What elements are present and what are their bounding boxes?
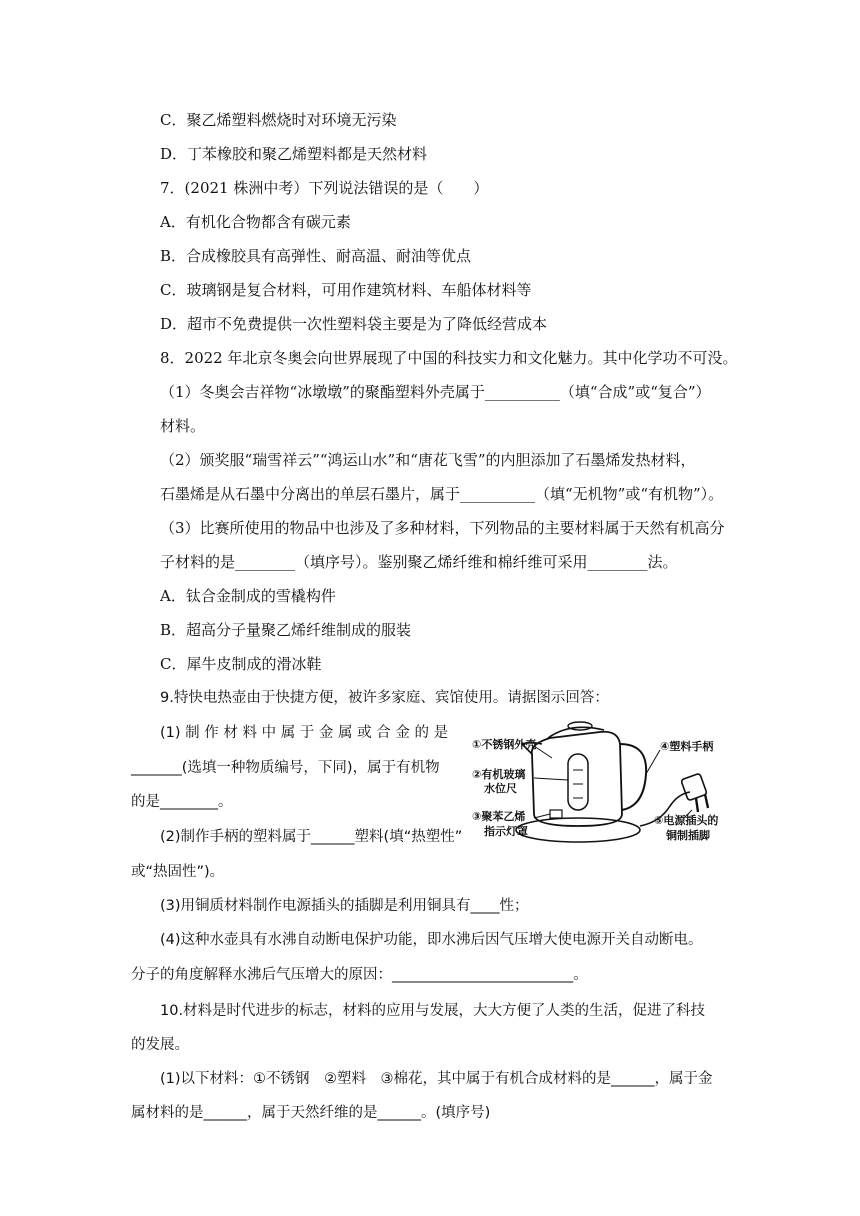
q8-part1-line1: （1）冬奥会吉祥物“冰墩墩”的聚酯塑料外壳属于__________（填“合成”或“复合”）: [160, 383, 711, 401]
q9-stem: 9.特快电热壶由于快捷方便，被许多家庭、宾馆使用。请据图示回答：: [160, 690, 609, 706]
label-plug-pins-2: 铜制插脚: [666, 829, 710, 842]
q8-part2-line2: 石墨烯是从石墨中分离出的单层石墨片，属于__________（填“无机物”或“有机物”）。: [160, 485, 724, 503]
label-glass-gauge-2: 水位尺: [484, 782, 517, 795]
q7-option-b: B．合成橡胶具有高弹性、耐高温、耐油等优点: [160, 247, 472, 265]
q8-option-b: B．超高分子量聚乙烯纤维制成的服装: [160, 621, 412, 639]
q9-part1-line3: 的是________。: [131, 794, 233, 810]
label-polystyrene-2: 指示灯罩: [484, 825, 528, 838]
q8-part3-line2: 子材料的是________（填序号）。鉴别聚乙烯纤维和棉纤维可采用________法。: [160, 553, 678, 571]
label-polystyrene: ③聚苯乙烯: [472, 810, 526, 823]
label-plug-pins: ⑤电源插头的: [654, 814, 719, 827]
q9-part3: (3)用铜质材料制作电源插头的插脚是利用铜具有____性；: [160, 898, 529, 914]
lid-knob: [568, 722, 592, 730]
q6-option-d: D．丁苯橡胶和聚乙烯塑料都是天然材料: [160, 145, 428, 163]
q9-part4-line2: 分子的角度解释水沸后气压增大的原因：_________________________。: [131, 967, 588, 983]
electric-kettle-diagram: [470, 714, 740, 852]
q10-part1-line2: 属材料的是______，属于天然纤维的是______。(填序号): [131, 1105, 491, 1121]
label-glass-gauge: ②有机玻璃: [472, 768, 526, 781]
kettle-base: [516, 818, 640, 842]
q9-part2-line2: 或“热固性”)。: [131, 864, 225, 880]
q7-stem: 7．(2021 株洲中考）下列说法错误的是（ ）: [160, 179, 489, 197]
water-gauge: [568, 754, 588, 810]
plug-pin: [705, 794, 708, 808]
plug-pin: [696, 798, 698, 812]
q8-stem: 8．2022 年北京冬奥会向世界展现了中国的科技实力和文化魅力。其中化学功不可没。: [160, 349, 738, 367]
power-plug: [681, 773, 707, 801]
indicator-light: [550, 810, 562, 818]
q7-option-d: D．超市不免费提供一次性塑料袋主要是为了降低经营成本: [160, 315, 548, 333]
q8-part3-line1: （3）比赛所使用的物品中也涉及了多种材料，下列物品的主要材料属于天然有机高分: [160, 519, 725, 537]
q10-stem-line2: 的发展。: [131, 1037, 189, 1053]
q9-part2-line1: (2)制作手柄的塑料属于______塑料(填“热塑性”: [160, 829, 463, 845]
q8-part2-line1: （2）颁奖服“瑞雪祥云”“鸿运山水”和“唐花飞雪”的内胆添加了石墨烯发热材料，: [160, 451, 696, 469]
q10-stem-line1: 10.材料是时代进步的标志，材料的应用与发展，大大方便了人类的生活，促进了科技: [160, 1003, 706, 1019]
q6-option-c: C．聚乙烯塑料燃烧时对环境无污染: [160, 111, 397, 129]
label-stainless-shell: ①不锈钢外壳: [472, 738, 537, 751]
q8-part1-line2: 材料。: [160, 417, 206, 435]
label-plastic-handle: ④塑料手柄: [660, 740, 714, 753]
q10-part1-line1: (1)以下材料：①不锈钢 ②塑料 ③棉花，其中属于有机合成材料的是______，属于金: [160, 1071, 713, 1087]
kettle-handle: [620, 744, 646, 810]
q8-option-a: A．钛合金制成的雪橇构件: [160, 587, 336, 605]
q9-part1-line1: (1) 制 作 材 料 中 属 于 金 属 或 合 金 的 是: [160, 725, 449, 741]
q9-part1-line2: _______(选填一种物质编号，下同)，属于有机物: [131, 760, 440, 776]
q7-option-a: A．有机化合物都含有碳元素: [160, 213, 351, 231]
q7-option-c: C．玻璃钢是复合材料，可用作建筑材料、车船体材料等: [160, 281, 532, 299]
q9-part4-line1: (4)这种水壶具有水沸自动断电保护功能，即水沸后因气压增大使电源开关自动断电。: [160, 932, 703, 948]
q8-option-c: C．犀牛皮制成的滑冰鞋: [160, 655, 322, 673]
